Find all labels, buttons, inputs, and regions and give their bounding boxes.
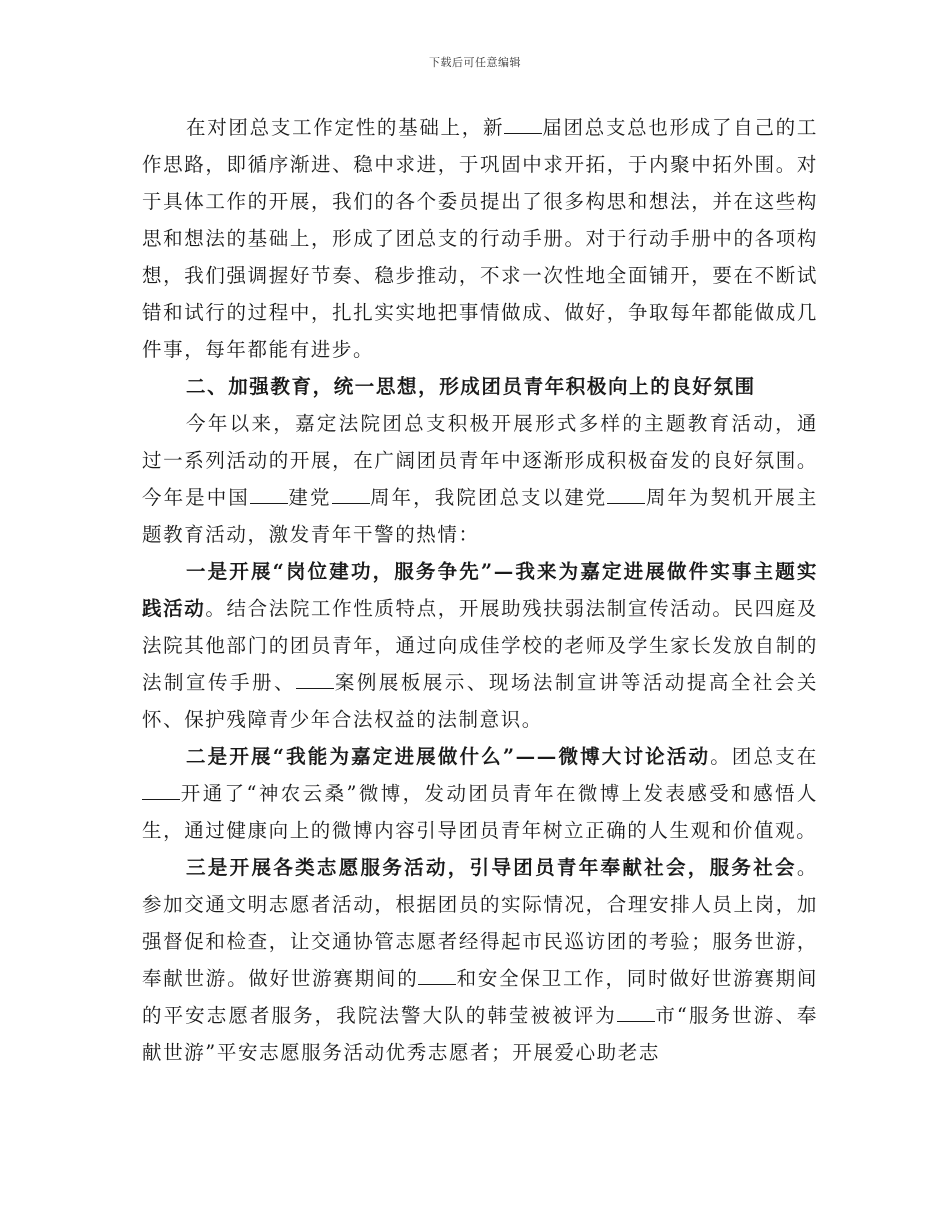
activity-title: 一是开展“岗位建功，服务争先”—我来为嘉定进展做件实事主题实践活动 [142, 560, 818, 620]
text-run: 周年为契机开展主题教育活动，激发青年干警的热情： [142, 486, 818, 546]
text-run: 。结合法院工作性质特点，开展助残扶弱法制宣传活动。民四庭及法院其他部门的团员青年，通过向成佳学校的老师及学生家长发放自制的法制宣传手册、 [142, 597, 818, 694]
fill-blank [296, 670, 334, 689]
activity-title: 三是开展各类志愿服务活动，引导团员青年奉献社会，服务社会 [186, 856, 797, 879]
text-run: 周年，我院团总支以建党 [369, 486, 608, 509]
text-run: 案例展板展示、现场法制宣讲等活动提高全社会关怀、保护残障青少年合法权益的法制意识。 [142, 671, 818, 731]
text-run: 和安全保卫工作，同时做好世游赛期间的平安志愿者服务，我院法警大队的韩莹被被评为 [142, 967, 818, 1027]
fill-blank [418, 966, 456, 985]
fill-blank [250, 485, 288, 504]
fill-blank [617, 1003, 655, 1022]
fill-blank [142, 781, 180, 800]
paragraph-work-approach [142, 109, 818, 368]
text-run: 。参加交通文明志愿者活动，根据团员的实际情况，合理安排人员上岗，加强督促和检查，让交通协管志愿者经得起市民巡访团的考验；服务世游，奉献世游。做好世游赛期间的 [142, 856, 818, 990]
fill-blank [504, 115, 542, 134]
text-run: 开通了“神农云桑”微博，发动团员青年在微博上发表感受和感悟人生，通过健康向上的微博内容引导团员青年树立正确的人生观和价值观。 [142, 782, 818, 842]
page-header: 下载后可任意编辑 [429, 56, 521, 69]
fill-blank [607, 485, 645, 504]
paragraph-education [142, 405, 818, 553]
paragraph-activity-three [142, 849, 818, 1071]
paragraph-activity-two [142, 738, 818, 849]
paragraph-activity-one [142, 553, 818, 738]
activity-title: 二是开展“我能为嘉定进展做什么”——微博大讨论活动 [186, 745, 711, 768]
text-run: 建党 [287, 486, 332, 509]
text-run: 市“服务世游、奉献世游”平安志愿服务活动优秀志愿者；开展爱心助老志 [142, 1004, 818, 1064]
text-run: 在对团总支工作定性的基础上，新 [186, 116, 505, 139]
section-heading: 二、加强教育，统一思想，形成团员青年积极向上的良好氛围 [186, 375, 756, 398]
text-run: 。团总支在 [710, 745, 818, 768]
document-body [142, 109, 818, 1071]
text-run: 届团总支总也形成了自己的工作思路，即循序渐进、稳中求进，于巩固中求开拓，于内聚中拓外围。对于具体工作的开展，我们的各个委员提出了很多构思和想法，并在这些构思和想法的基础上，形成了团总支的行动手册。对于行动手册中的各项构想，我们强调握好节奏、稳步推动，不求一次性地全面铺开，要在不断试错和试行的过程中，扎扎实实地把事情做成、做好，争取每年都能做成几件事，每年都能有进步。 [142, 116, 818, 361]
text-run: 今年以来，嘉定法院团总支积极开展形式多样的主题教育活动，通过一系列活动的开展，在广阔团员青年中逐渐形成积极奋发的良好氛围。今年是中国 [142, 412, 818, 509]
fill-blank [332, 485, 370, 504]
